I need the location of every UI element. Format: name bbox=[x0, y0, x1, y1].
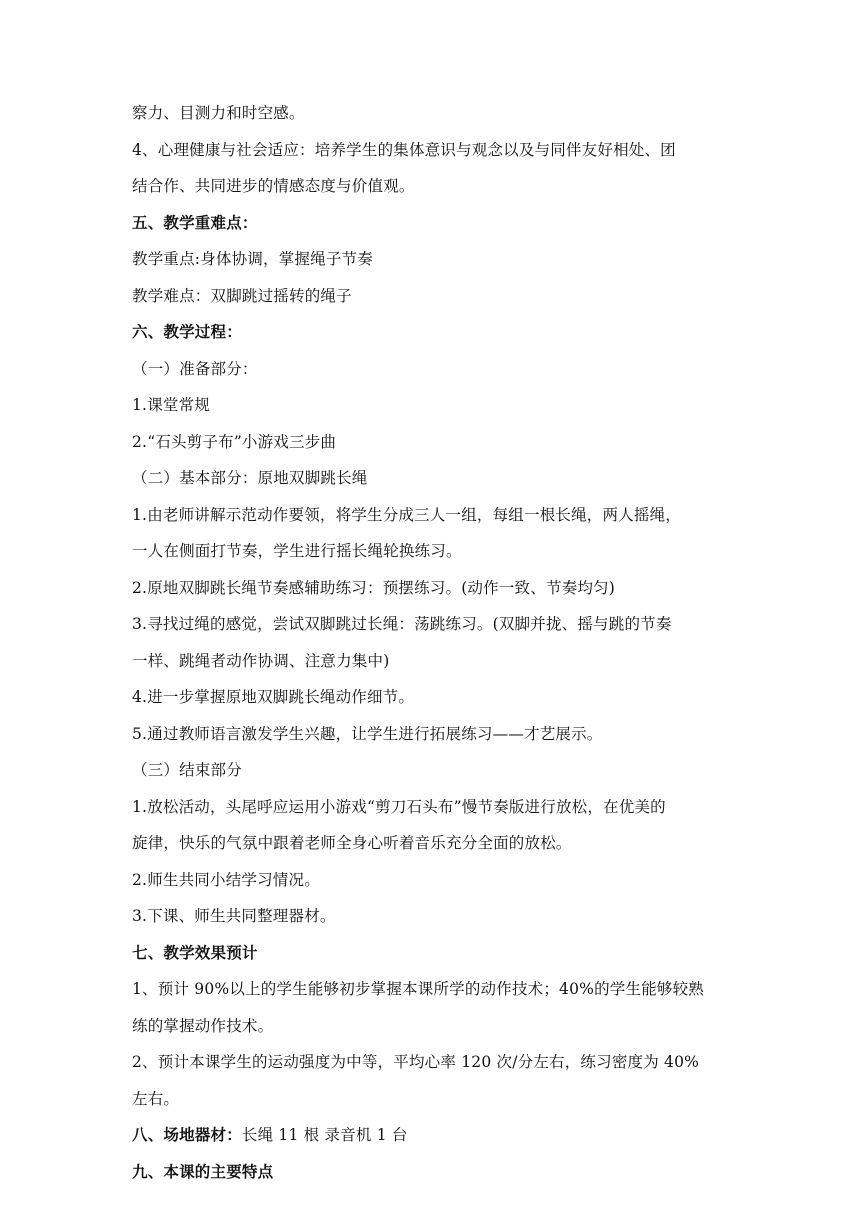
subsection-heading: （二）基本部分：原地双脚跳长绳 bbox=[132, 469, 368, 487]
text-line: 2.原地双脚跳长绳节奏感辅助练习：预摆练习。(动作一致、节奏均匀) bbox=[132, 578, 615, 597]
text-line: 结合作、共同进步的情感态度与价值观。 bbox=[132, 177, 415, 195]
equipment-text: 长绳 11 根 录音机 1 台 bbox=[241, 1126, 408, 1144]
text-line: 旋律，快乐的气氛中跟着老师全身心听着音乐充分全面的放松。 bbox=[132, 834, 572, 852]
text-line: 教学难点：双脚跳过摇转的绳子 bbox=[132, 286, 352, 305]
text-line: 教学重点:身体协调，掌握绳子节奏 bbox=[132, 250, 373, 268]
document-page bbox=[132, 95, 732, 1190]
text-line: 4、心理健康与社会适应：培养学生的集体意识与观念以及与同伴友好相处、团 bbox=[132, 140, 676, 159]
text-line: 2、预计本课学生的运动强度为中等，平均心率 120 次/分左右，练习密度为 40% bbox=[132, 1053, 700, 1071]
text-line: 练的掌握动作技术。 bbox=[132, 1016, 274, 1035]
text-line: 3.寻找过绳的感觉，尝试双脚跳过长绳：荡跳练习。(双脚并拢、摇与跳的节奏 bbox=[132, 615, 672, 633]
text-line: 一人在侧面打节奏，学生进行摇长绳轮换练习。 bbox=[132, 542, 462, 560]
text-line: 2.“石头剪子布”小游戏三步曲 bbox=[132, 432, 337, 451]
section-heading: 七、教学效果预计 bbox=[132, 943, 258, 962]
text-line: 一样、跳绳者动作协调、注意力集中) bbox=[132, 651, 390, 670]
section-heading: 五、教学重难点： bbox=[132, 213, 258, 232]
subsection-heading: （一）准备部分： bbox=[132, 359, 258, 378]
section-heading: 六、教学过程： bbox=[132, 323, 242, 341]
text-line: 5.通过教师语言激发学生兴趣，让学生进行拓展练习——才艺展示。 bbox=[132, 724, 603, 743]
section-heading: 八、场地器材： bbox=[132, 1126, 242, 1144]
text-line: 4.进一步掌握原地双脚跳长绳动作细节。 bbox=[132, 688, 415, 706]
text-line: 左右。 bbox=[132, 1089, 180, 1108]
subsection-heading: （三）结束部分 bbox=[132, 761, 242, 779]
text-line: 3.下课、师生共同整理器材。 bbox=[132, 907, 336, 925]
text-line: 1.放松活动，头尾呼应运用小游戏“剪刀石头布”慢节奏版进行放松，在优美的 bbox=[132, 797, 666, 816]
text-line: 察力、目测力和时空感。 bbox=[132, 104, 305, 122]
text-line: 2.师生共同小结学习情况。 bbox=[132, 870, 320, 889]
section-heading: 九、本课的主要特点 bbox=[132, 1162, 274, 1181]
equipment-line bbox=[132, 1117, 732, 1154]
text-line: 1、预计 90%以上的学生能够初步掌握本课所学的动作技术；40%的学生能够较熟 bbox=[132, 980, 704, 998]
text-line: 1.课堂常规 bbox=[132, 396, 210, 414]
text-line: 1.由老师讲解示范动作要领，将学生分成三人一组，每组一根长绳，两人摇绳， bbox=[132, 505, 681, 524]
